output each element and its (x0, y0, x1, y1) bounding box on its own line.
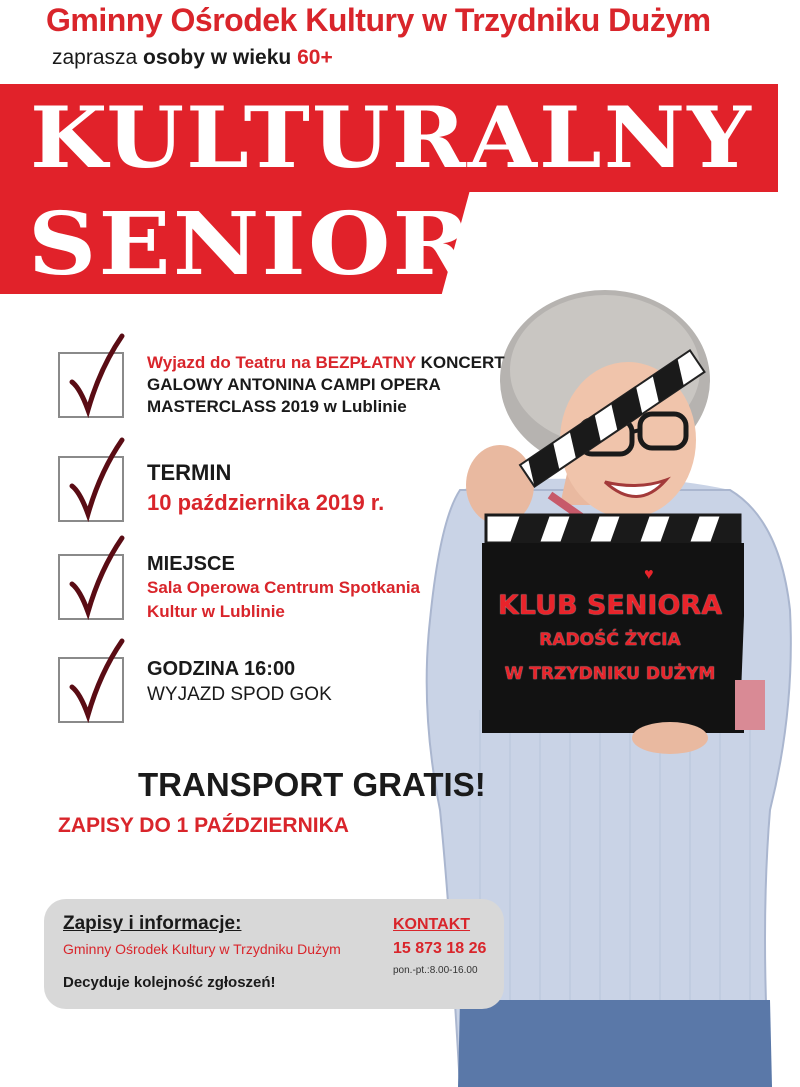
event-description (147, 352, 505, 418)
info-organizer: Gminny Ośrodek Kultury w Trzydniku Dużym (63, 941, 341, 957)
place-heading: MIEJSCE (147, 553, 235, 575)
office-hours: pon.-pt.:8.00-16.00 (393, 965, 478, 976)
event-concert: KONCERT (415, 353, 505, 372)
slate-motto: RADOŚĆ ŻYCIA (539, 630, 681, 650)
invitation-subtitle (52, 46, 333, 70)
departure-info: WYJAZD SPOD GOK (147, 684, 332, 705)
time-heading: GODZINA 16:00 (147, 658, 296, 680)
place-line2: Kultur w Lublinie (147, 602, 285, 621)
checkbox-icon (58, 657, 124, 723)
banner-title-line1: KULTURALNY (30, 88, 753, 187)
signup-deadline: ZAPISY DO 1 PAŹDZIERNIKA (58, 814, 349, 837)
time-section (147, 656, 332, 708)
transport-headline: TRANSPORT GRATIS! (138, 766, 486, 803)
date-heading: TERMIN (147, 460, 232, 485)
slate-location: W TRZYDNIKU DUŻYM (504, 664, 716, 684)
organizer-title: Gminny Ośrodek Kultury w Trzydniku Dużym (46, 2, 711, 38)
slate-club-name: KLUB SENIORA (497, 590, 723, 621)
checkbox-icon (58, 352, 124, 418)
info-title: Zapisy i informacje: (63, 913, 242, 934)
contact-phone: 15 873 18 26 (393, 940, 487, 957)
event-line2: GALOWY ANTONINA CAMPI OPERA (147, 375, 441, 394)
free-label: BEZPŁATNY (315, 353, 416, 372)
subtitle-pre: zaprasza (52, 46, 144, 69)
contact-label: KONTAKT (393, 916, 471, 933)
info-note: Decyduje kolejność zgłoszeń! (63, 974, 276, 991)
subtitle-age: 60+ (297, 46, 333, 69)
date-section (147, 458, 384, 518)
heart-icon: ♥ (644, 566, 654, 583)
subtitle-bold: osoby w wieku (143, 46, 298, 69)
checkbox-icon (58, 554, 124, 620)
event-intro: Wyjazd do Teatru na (147, 353, 316, 372)
checkbox-icon (58, 456, 124, 522)
place-section (147, 552, 420, 624)
banner-title-line2: SENIOR (28, 194, 474, 295)
date-value: 10 października 2019 r. (147, 490, 385, 515)
place-line1: Sala Operowa Centrum Spotkania (147, 578, 421, 597)
event-line3: MASTERCLASS 2019 w Lublinie (147, 397, 407, 416)
